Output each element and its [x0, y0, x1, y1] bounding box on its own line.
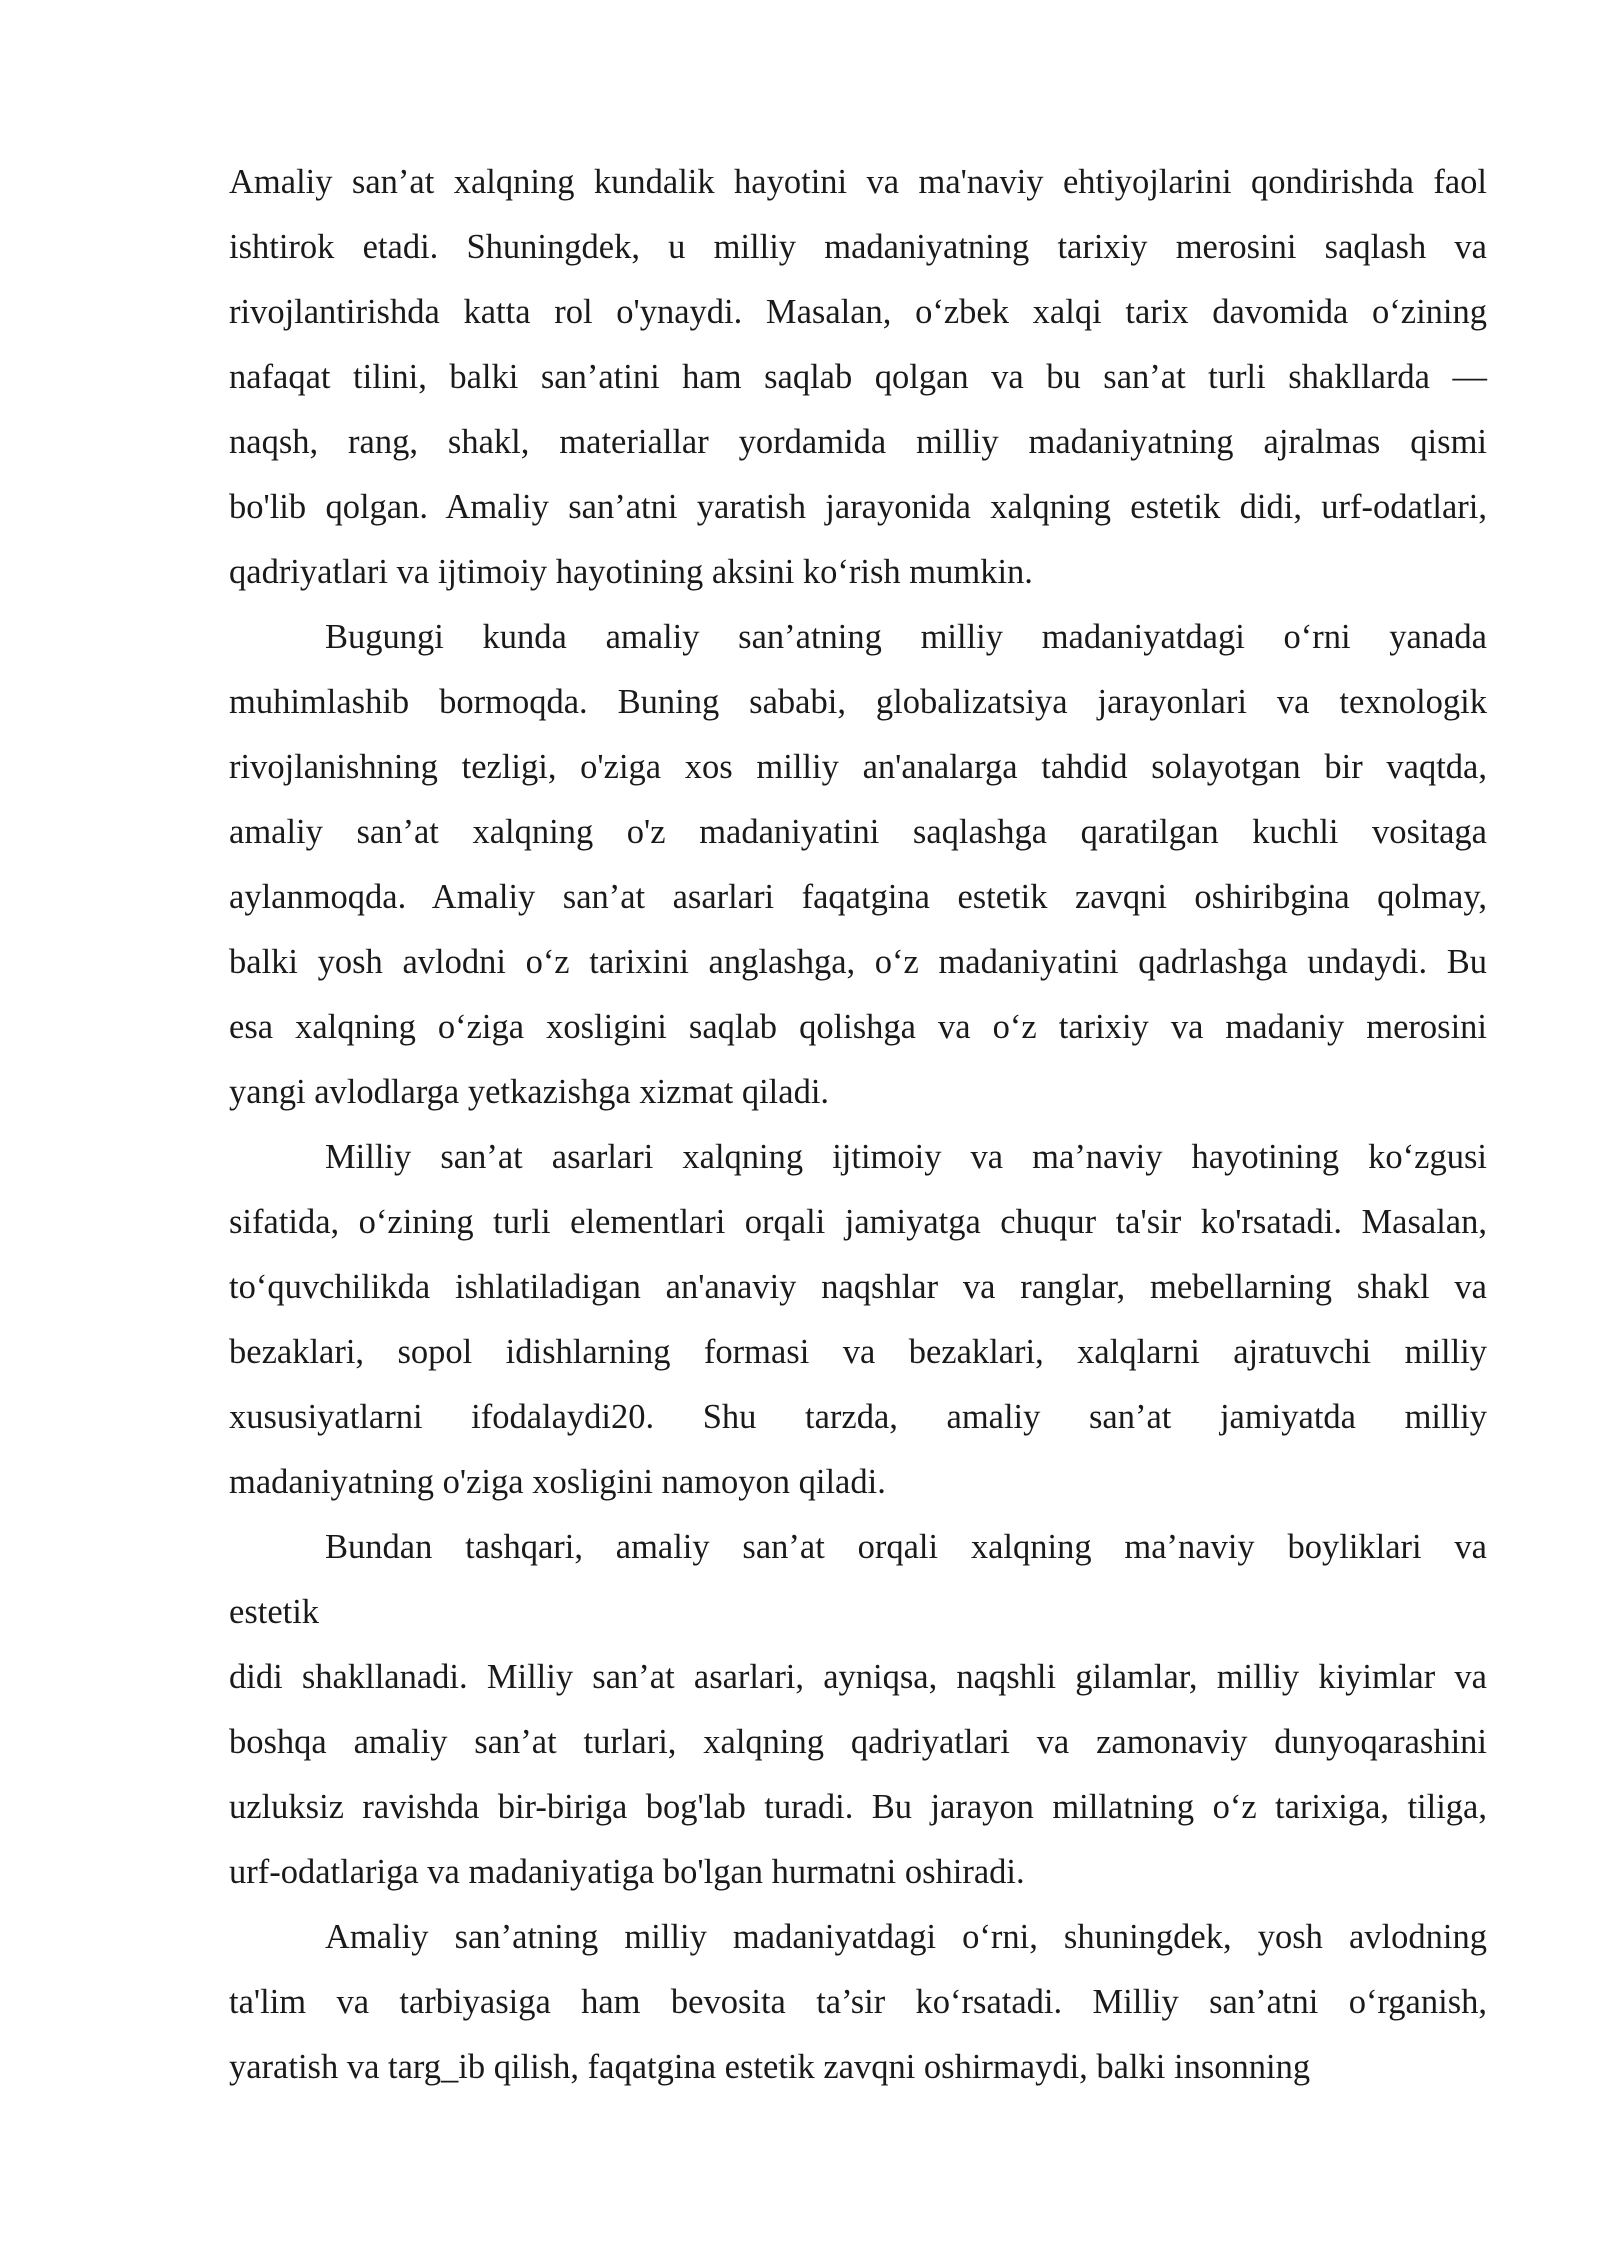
text-line: yaratish va targ_ib qilish, faqatgina estetik zavqni oshirmaydi, balki insonning: [229, 2048, 1311, 2086]
paragraph-p4: [229, 1515, 1487, 1905]
text-line: madaniyatning o'ziga xosligini namoyon qiladi.: [229, 1463, 886, 1501]
text-line: naqsh, rang, shakl, materiallar yordamida milliy madaniyatning ajralmas qismi: [229, 423, 1487, 461]
text-line: uzluksiz ravishda bir-biriga bog'lab turadi. Bu jarayon millatning o‘z tarixiga, tiliga,: [229, 1788, 1487, 1826]
paragraph-p2: [229, 605, 1487, 1125]
text-line: balki yosh avlodni o‘z tarixini anglashga, o‘z madaniyatini qadrlashga undaydi. Bu: [229, 943, 1487, 981]
text-line: bo'lib qolgan. Amaliy san’atni yaratish jarayonida xalqning estetik didi, urf-odatlari,: [229, 488, 1487, 526]
text-line: yangi avlodlarga yetkazishga xizmat qiladi.: [229, 1073, 830, 1111]
text-line: rivojlanishning tezligi, o'ziga xos milliy an'analarga tahdid solayotgan bir vaqtda,: [229, 748, 1487, 786]
text-line: muhimlashib bormoqda. Buning sababi, globalizatsiya jarayonlari va texnologik: [229, 683, 1487, 721]
paragraph-p1: [229, 150, 1487, 605]
text-line: Bundan tashqari, amaliy san’at orqali xalqning ma’naviy boyliklari va: [325, 1528, 1487, 1566]
text-line: estetik: [229, 1593, 320, 1631]
text-line: urf-odatlariga va madaniyatiga bo'lgan hurmatni oshiradi.: [229, 1853, 1025, 1891]
text-line: xususiyatlarni ifodalaydi20. Shu tarzda, amaliy san’at jamiyatda milliy: [229, 1398, 1487, 1436]
text-line: ishtirok etadi. Shuningdek, u milliy madaniyatning tarixiy merosini saqlash va: [229, 228, 1487, 266]
text-line: didi shakllanadi. Milliy san’at asarlari, ayniqsa, naqshli gilamlar, milliy kiyimlar va: [229, 1658, 1487, 1696]
text-line: Bugungi kunda amaliy san’atning milliy madaniyatdagi o‘rni yanada: [325, 618, 1487, 656]
text-line: boshqa amaliy san’at turlari, xalqning qadriyatlari va zamonaviy dunyoqarashini: [229, 1723, 1487, 1761]
text-line: esa xalqning o‘ziga xosligini saqlab qolishga va o‘z tarixiy va madaniy merosini: [229, 1008, 1487, 1046]
text-line: nafaqat tilini, balki san’atini ham saqlab qolgan va bu san’at turli shakllarda —: [229, 358, 1487, 396]
text-line: sifatida, o‘zining turli elementlari orqali jamiyatga chuqur ta'sir ko'rsatadi. Masalan,: [229, 1203, 1487, 1241]
paragraph-p5: [229, 1905, 1487, 2100]
document-body: [229, 150, 1487, 2100]
paragraph-p3: [229, 1125, 1487, 1515]
text-line: to‘quvchilikda ishlatiladigan an'anaviy naqshlar va ranglar, mebellarning shakl va: [229, 1268, 1487, 1306]
text-line: aylanmoqda. Amaliy san’at asarlari faqatgina estetik zavqni oshiribgina qolmay,: [229, 878, 1487, 916]
text-line: Amaliy san’at xalqning kundalik hayotini va ma'naviy ehtiyojlarini qondirishda faol: [229, 163, 1487, 201]
text-line: rivojlantirishda katta rol o'ynaydi. Masalan, o‘zbek xalqi tarix davomida o‘zining: [229, 293, 1487, 331]
text-line: qadriyatlari va ijtimoiy hayotining aksini ko‘rish mumkin.: [229, 553, 1033, 591]
text-line: Milliy san’at asarlari xalqning ijtimoiy va ma’naviy hayotining ko‘zgusi: [325, 1138, 1487, 1176]
text-line: Amaliy san’atning milliy madaniyatdagi o‘rni, shuningdek, yosh avlodning: [325, 1918, 1487, 1956]
text-line: amaliy san’at xalqning o'z madaniyatini saqlashga qaratilgan kuchli vositaga: [229, 813, 1487, 851]
text-line: bezaklari, sopol idishlarning formasi va bezaklari, xalqlarni ajratuvchi milliy: [229, 1333, 1487, 1371]
text-line: ta'lim va tarbiyasiga ham bevosita ta’sir ko‘rsatadi. Milliy san’atni o‘rganish,: [229, 1983, 1487, 2021]
